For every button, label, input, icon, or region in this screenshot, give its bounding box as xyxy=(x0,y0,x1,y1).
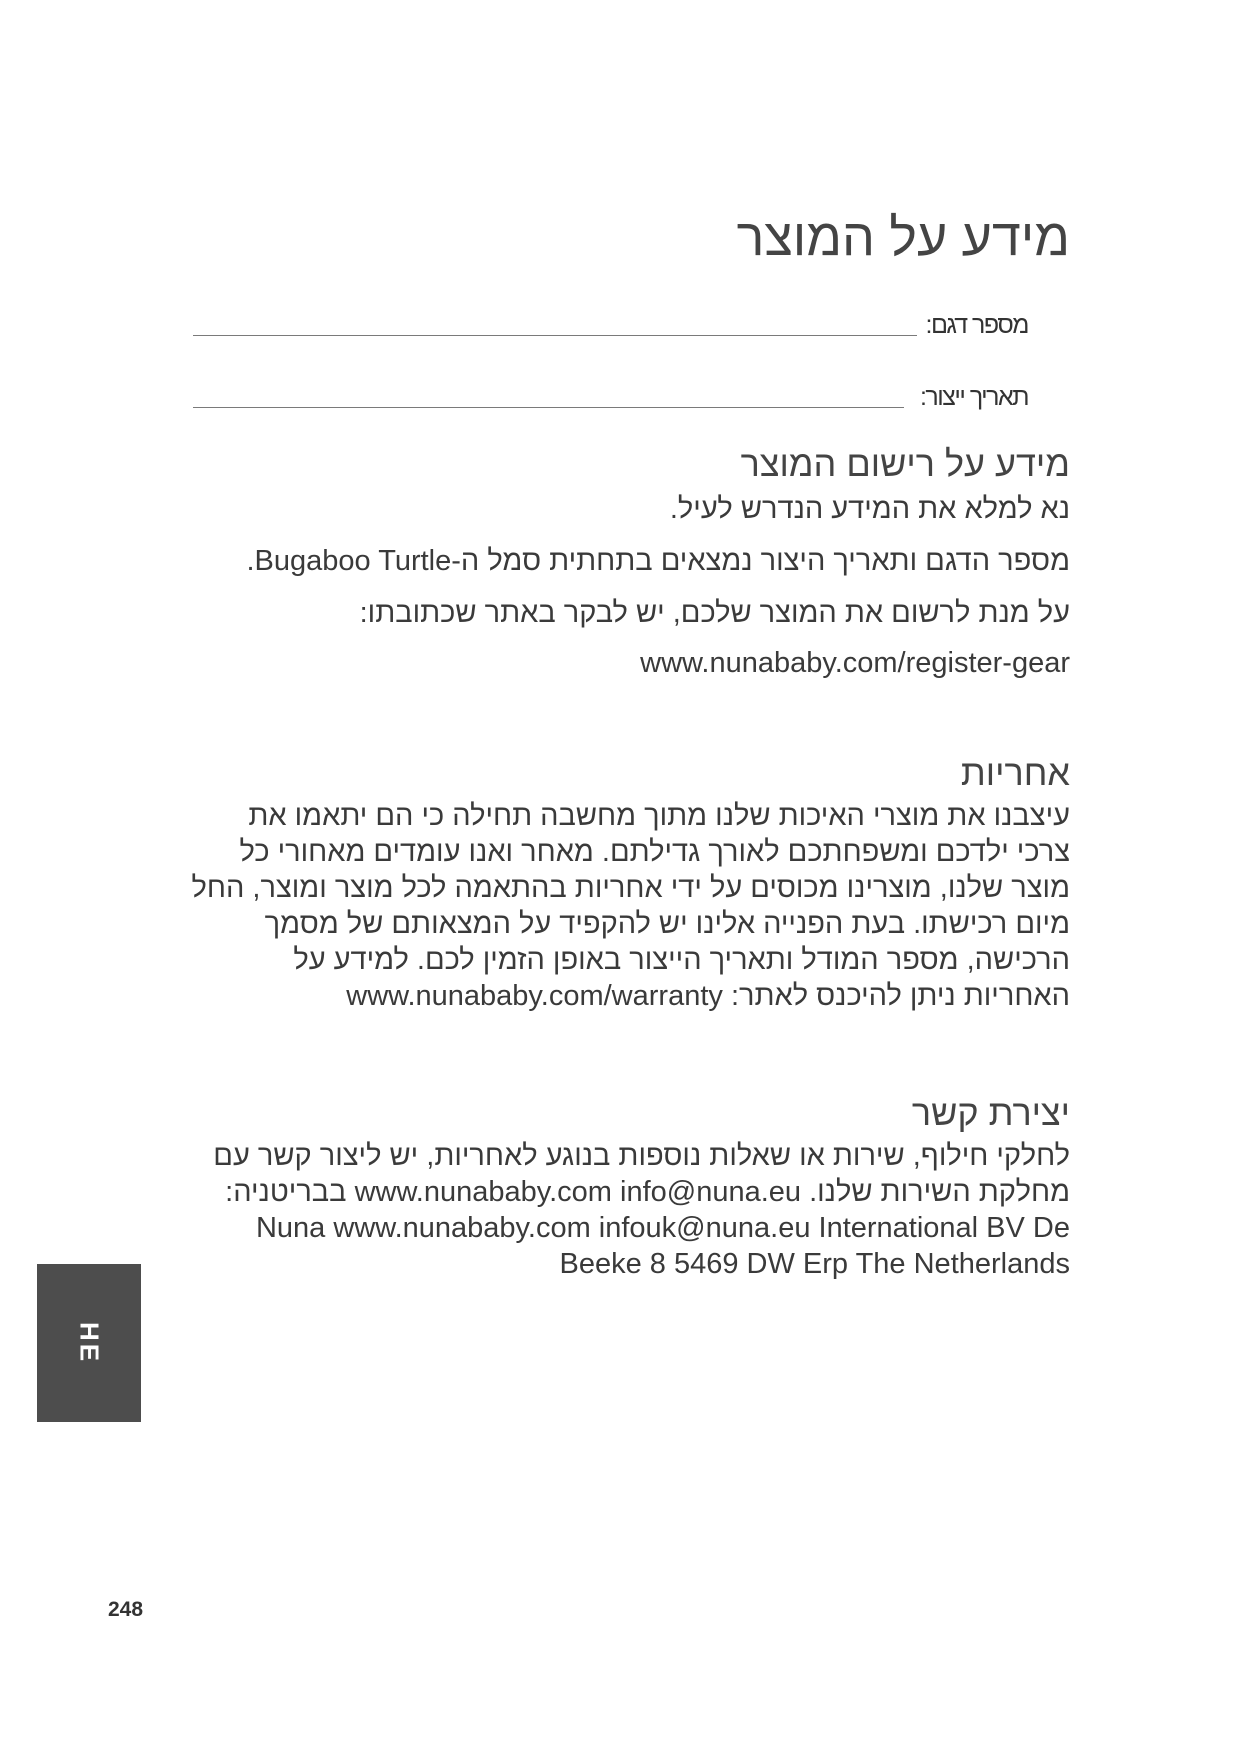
model-number-label: מספר דגם: xyxy=(925,311,1028,339)
contact-body: לחלקי חילוף, שירות או שאלות נוספות בנוגע לאחריות, יש ליצור קשר עם מחלקת השירות שלנו. www.nunababy.com info@nuna.eu בבריטניה: Nuna www.nunababy.com infouk@nuna.eu International BV De Beeke 8 5469 DW Erp The Netherlands xyxy=(213,1140,1070,1280)
warranty-section xyxy=(190,750,1070,1014)
registration-url: www.nunababy.com/register-gear xyxy=(640,647,1070,679)
production-date-field xyxy=(193,368,1028,412)
registration-heading: מידע על רישום המוצר xyxy=(740,443,1070,484)
warranty-heading: אחריות xyxy=(960,752,1070,793)
page-title: מידע על המוצר xyxy=(736,209,1070,267)
language-tab xyxy=(37,1264,141,1422)
page-number: 248 xyxy=(108,1598,144,1621)
registration-visit-text: על מנת לרשום את המוצר שלכם, יש לבקר באתר שכתובתו: xyxy=(359,597,1070,629)
model-number-line xyxy=(193,335,917,336)
registration-location-note: מספר הדגם ותאריך היצור נמצאים בתחתית סמל ה-Bugaboo Turtle. xyxy=(246,545,1070,577)
production-date-line xyxy=(193,407,904,408)
model-number-field xyxy=(193,296,1028,340)
production-date-label: תאריך ייצור: xyxy=(919,383,1028,411)
language-tab-label: HE xyxy=(74,1321,105,1365)
registration-section xyxy=(190,441,1070,681)
warranty-body: עיצבנו את מוצרי האיכות שלנו מתוך מחשבה תחילה כי הם יתאמו את צרכי ילדכם ומשפחתכם לאורך גדילתם. מאחר ואנו עומדים מאחורי כל מוצר שלנו, מוצרינו מכוסים על ידי אחריות בהתאמה לכל מוצר ומוצר, החל מיום רכישתו. בעת הפנייה אלינו יש להקפיד על המצאותם של מסמך הרכישה, מספר המודל ותאריך הייצור באופן הזמין לכם. למידע על האחריות ניתן להיכנס לאתר: www.nunababy.com/warranty xyxy=(191,800,1070,1012)
contact-section xyxy=(190,1090,1070,1282)
contact-heading: יצירת קשר xyxy=(911,1092,1070,1133)
registration-instruction: נא למלא את המידע הנדרש לעיל. xyxy=(669,493,1070,525)
